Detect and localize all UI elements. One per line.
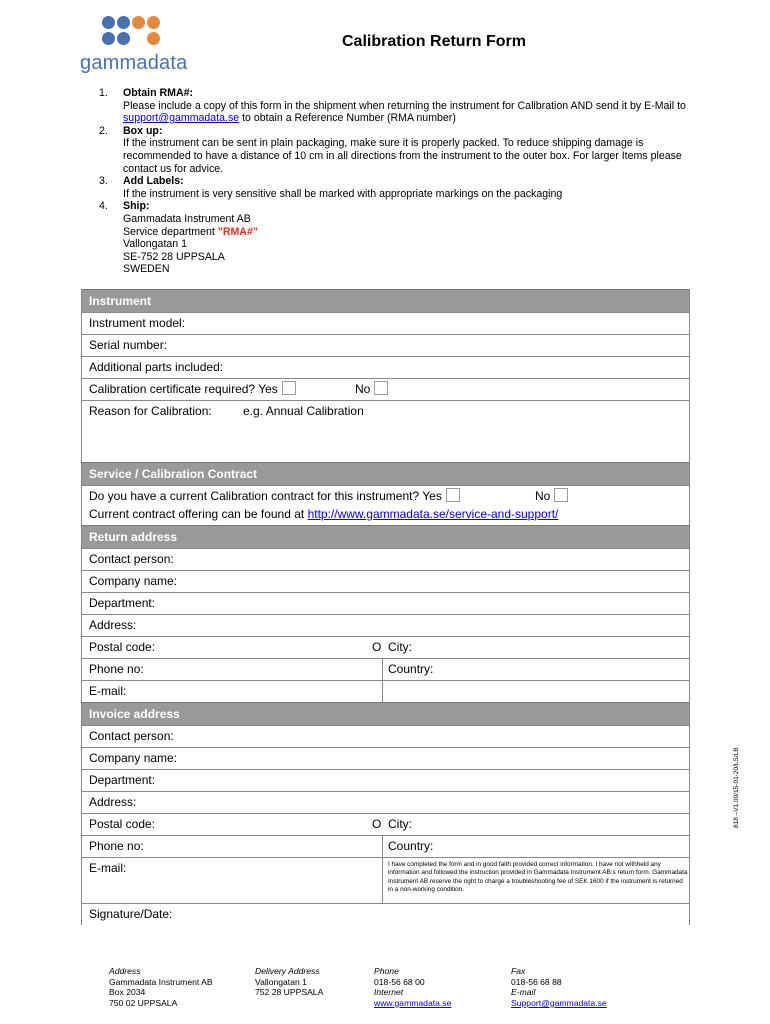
footer-phone: Phone 018-56 68 00 Internet www.gammadata.se [374, 966, 452, 1008]
serial-number-field[interactable]: Serial number: [82, 334, 689, 356]
logo-dot [117, 16, 130, 29]
rma-placeholder: "RMA#" [217, 225, 258, 238]
return-email-field[interactable]: E-mail: [82, 680, 689, 702]
section-contract: Service / Calibration Contract [82, 462, 689, 485]
section-invoice-address: Invoice address [82, 702, 689, 725]
contract-no-checkbox[interactable] [554, 488, 568, 502]
additional-parts-field[interactable]: Additional parts included: [82, 356, 689, 378]
footer-delivery-address: Delivery Address Vallongatan 1 752 28 UPPSALA [255, 966, 324, 998]
invoice-phone-country-row[interactable]: Phone no: Country: [82, 835, 689, 857]
logo-dot [132, 16, 145, 29]
footer-fax: Fax 018-56 68 88 E-mail Support@gammadata.se [511, 966, 607, 1008]
return-form [81, 289, 690, 925]
footer-email-link[interactable]: Support@gammadata.se [511, 997, 607, 1008]
logo-text: gammadata [80, 52, 188, 74]
invoice-contact-field[interactable]: Contact person: [82, 725, 689, 747]
invoice-department-field[interactable]: Department: [82, 769, 689, 791]
section-instrument: Instrument [82, 289, 689, 312]
support-email-link[interactable]: support@gammadata.se [123, 112, 240, 125]
logo-dot [147, 32, 160, 45]
service-support-link[interactable]: http://www.gammadata.se/service-and-support/ [307, 507, 559, 521]
certificate-row: Calibration certificate required? Yes No [82, 378, 689, 400]
logo-dot [117, 32, 130, 45]
declaration-text: I have completed the form and in good faith provided correct information. I have not withheld any information and followed the instruction provided in Gammadata Instrument AB:s return form. Gammadata Instrument AB reserve the right to charge a troubleshooting fee of SEK 1600 if the instrument is returned in a non-working condition. [388, 861, 688, 894]
website-link[interactable]: www.gammadata.se [374, 997, 452, 1008]
return-address-field[interactable]: Address: [82, 614, 689, 636]
contract-yes-checkbox[interactable] [446, 488, 460, 502]
section-return-address: Return address [82, 525, 689, 548]
logo-dot [102, 16, 115, 29]
reason-field[interactable]: Reason for Calibration: e.g. Annual Calibration [82, 400, 689, 462]
step-ship: 4. Ship: Gammadata Instrument AB Service department "RMA#" Vallongatan 1 SE-752 28 UPPSALA SWEDEN [99, 200, 258, 276]
logo-dot [147, 16, 160, 29]
certificate-no-checkbox[interactable] [374, 381, 388, 395]
return-postal-city-row[interactable]: Postal code: O City: [82, 636, 689, 658]
return-company-field[interactable]: Company name: [82, 570, 689, 592]
invoice-email-row[interactable]: E-mail: I have completed the form and in good faith provided correct information. I have not withheld any information and followed the instruction provided in Gammadata Instrument AB:s return form. Gammadata Instrument AB reserve the right to charge a troubleshooting fee of SEK 1600 if the instrument is returned in a non-working condition. [82, 857, 689, 903]
return-department-field[interactable]: Department: [82, 592, 689, 614]
return-contact-field[interactable]: Contact person: [82, 548, 689, 570]
return-phone-country-row[interactable]: Phone no: Country: [82, 658, 689, 680]
gammadata-logo [80, 14, 200, 74]
instrument-model-field[interactable]: Instrument model: [82, 312, 689, 334]
signature-date-field[interactable]: Signature/Date: [82, 903, 689, 925]
instruction-list [88, 87, 688, 276]
step-obtain-rma: 1. Obtain RMA#: Please include a copy of this form in the shipment when returning the instrument for Calibration AND send it by E-Mail to support@gammadata.se to obtain a Reference Number (RMA number) [99, 87, 686, 125]
invoice-postal-city-row[interactable]: Postal code: O City: [82, 813, 689, 835]
footer-address: Address Gammadata Instrument AB Box 2034 750 02 UPPSALA [109, 966, 213, 1008]
page-title: Calibration Return Form [342, 33, 527, 50]
step-box-up: 2. Box up: If the instrument can be sent in plain packaging, make sure it is properly packed. To reduce shipping damage is recommended to have a distance of 10 cm in all directions from the instrument to the outer box. For larger Items please contact us for advice. [99, 124, 682, 175]
logo-dot [102, 32, 115, 45]
contract-row: Do you have a current Calibration contract for this instrument? Yes No Current contract offering can be found at http://www.gammadata.se/service-and-support/ [82, 485, 689, 525]
step-add-labels: 3. Add Labels: If the instrument is very sensitive shall be marked with appropriate markings on the packaging [99, 175, 563, 200]
document-code: 818 –V1.00/15-01-20/LS/LB [733, 747, 740, 828]
invoice-address-field[interactable]: Address: [82, 791, 689, 813]
certificate-yes-checkbox[interactable] [282, 381, 296, 395]
invoice-company-field[interactable]: Company name: [82, 747, 689, 769]
